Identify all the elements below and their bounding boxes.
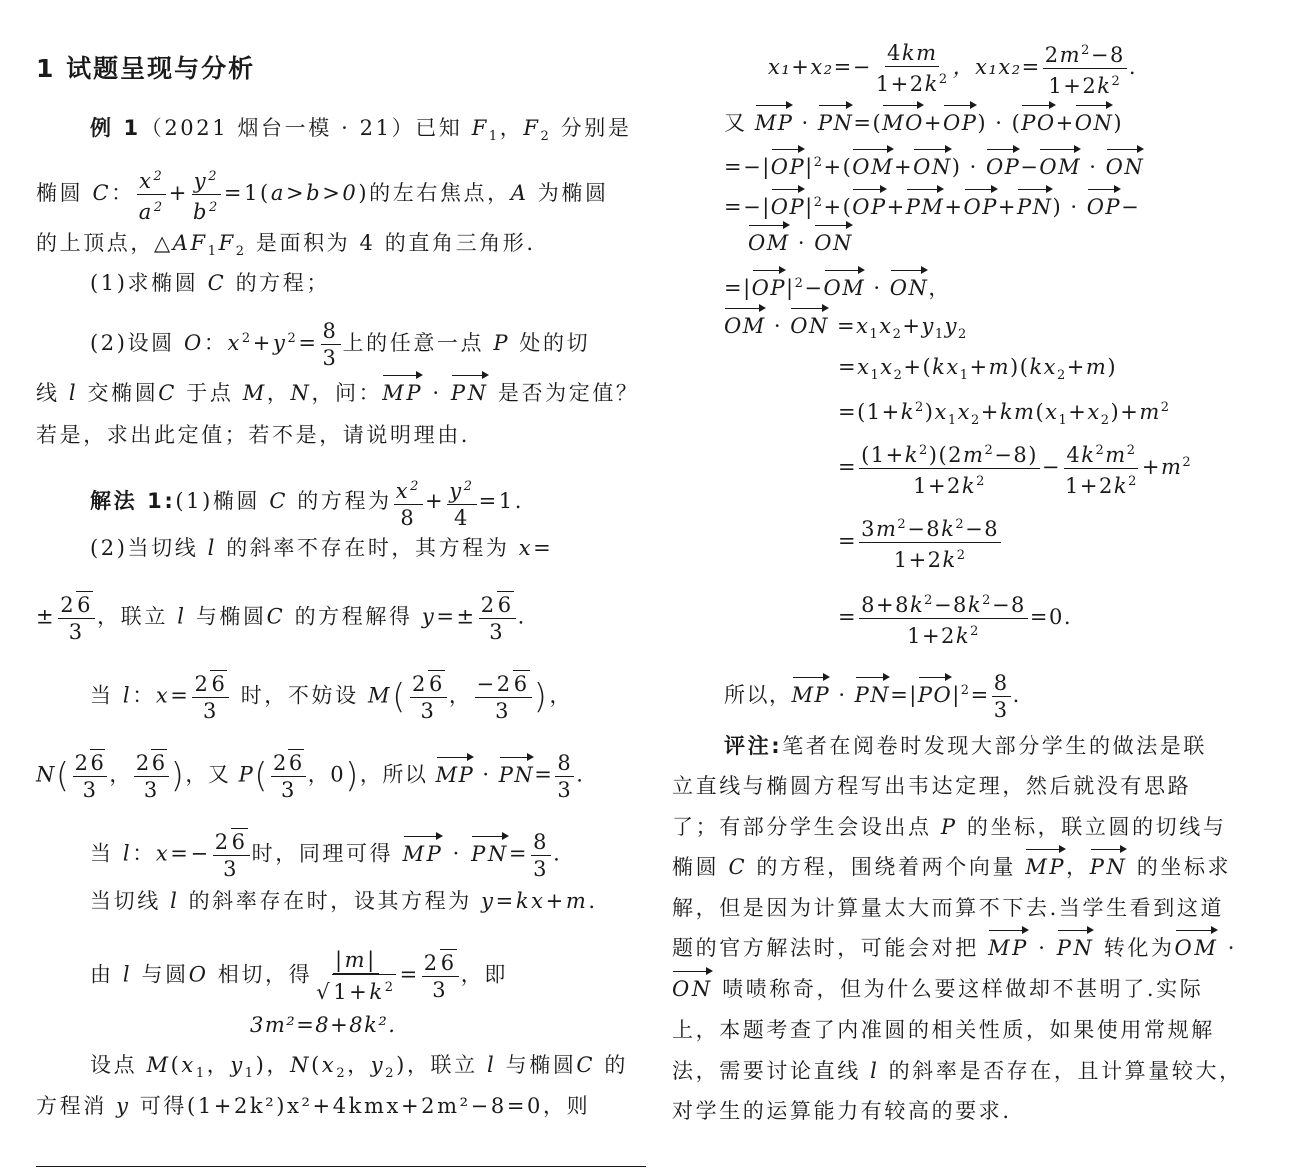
- comment-label: 评注:: [724, 734, 783, 758]
- tangent-line: 由 l 与圆O 相切，得 $\frac{|m|}{√1+k^2}$ = $\frac{26}{3}$ ，即: [90, 948, 508, 1004]
- question-1: (1)求椭圆 C 的方程；: [90, 271, 330, 295]
- example-line-1: 例 1（2021 烟台一模 · 21）已知 $F_1$，$F_2$ 分别是: [90, 116, 632, 145]
- set-points-line-2: 方程消 y 可得(1+2k²)x²+4kmx+2m²−8=0，则: [36, 1094, 591, 1118]
- dot-expand-line-3: $=-|OP|^2+(OP+PM+OP+PN) \cdot OP-$: [724, 188, 1140, 222]
- slope-exists-line: 当切线 l 的斜率存在时，设其方程为 y=kx+m.: [90, 889, 598, 913]
- om-on-line-1: OM · ON $=x_1x_2+y_1y_2$: [724, 311, 968, 350]
- comment-line-4: 椭圆 C 的方程，围绕着两个向量 MP，PN 的坐标求: [672, 852, 1231, 882]
- comment-line-9: 法，需要讨论直线 l 的斜率是否存在，且计算量较大，: [672, 1059, 1243, 1083]
- comment-line-2: 立直线与椭圆方程写出韦达定理，然后就没有思路: [672, 774, 1192, 798]
- comment-line-1: 评注:笔者在阅卷时发现大部分学生的做法是联: [724, 734, 1208, 758]
- section-heading: 1 试题呈现与分析: [36, 54, 256, 83]
- comment-line-7: ON 啧啧称奇，但为什么要这样做却不甚明了.实际: [672, 974, 1203, 1004]
- om-on-line-3: $=(1+k^2)x_1x_2+km(x_1+x_2)+m^2$: [838, 400, 1171, 429]
- question-2-line-2: 线 l 交椭圆C 于点 M，N，问：MP · PN 是否为定值？: [36, 378, 640, 408]
- solution-line-3: ± $\frac{26}{3}$ ，联立 l 与椭圆C 的方程解得 y=± $\frac{26}{3}$ .: [36, 593, 527, 644]
- comment-line-10: 对学生的运算能力有较高的要求.: [672, 1099, 1012, 1123]
- question-2-line-3: 若是，求出此定值；若不是，请说明理由.: [36, 423, 471, 447]
- solution-line-2: (2)当切线 l 的斜率不存在时，其方程为 x=: [90, 536, 554, 560]
- footnote-divider: [36, 1166, 646, 1167]
- om-on-line-5: = $\frac{3m^2-8k^2-8}{1+2k^2}$: [838, 512, 1003, 573]
- comment-line-8: 上，本题考查了内准圆的相关性质，如果使用常规解: [672, 1018, 1215, 1042]
- example-line-2: 椭圆 C： $\frac{x^2}{a^2}$ + $\frac{y^2}{b^2}$ =1(a>b>0)的左右焦点，A 为椭圆: [36, 164, 609, 225]
- om-on-line-6: = $\frac{8+8k^2-8k^2-8}{1+2k^2}$ =0.: [838, 588, 1072, 649]
- om-on-line-2: $=x_1x_2+(kx_1+m)(kx_2+m)$: [838, 355, 1118, 384]
- dot-expand-line-1: 又 MP · PN=(MO+OP) · (PO+ON): [724, 108, 1123, 138]
- set-points-line-1: 设点 $M(x_1$，$y_1$)，$N(x_2$，$y_2$)，联立 l 与椭圆C 的: [90, 1053, 628, 1082]
- solution-label: 解法 1:: [90, 489, 176, 513]
- example-line-3: 的上顶点，$\triangle AF_1F_2$ 是面积为 4 的直角三角形.: [36, 231, 536, 260]
- case-2-line: 当 l：x=− $\frac{26}{3}$ 时，同理可得 MP · PN= $\frac{8}{3}$ .: [90, 829, 563, 881]
- comment-line-3: 了；有部分学生会设出点 P 的坐标，联立圆的切线与: [672, 815, 1227, 839]
- tangent-result: 3m²=8+8k².: [250, 1013, 397, 1037]
- question-2-line-1: (2)设圆 O：$x^2+y^2=$ $\frac{8}{3}$ 上的任意一点 P 处的切: [90, 319, 591, 370]
- example-label: 例 1: [90, 116, 141, 140]
- dot-expand-line-5: $=|OP|^2-OM$ · ON，: [724, 269, 951, 303]
- comment-line-5: 解，但是因为计算量太大而算不下去.当学生看到这道: [672, 896, 1225, 920]
- dot-expand-line-2: $=-|OP|^2+(OM+ON) \cdot OP-OM$ · ON: [724, 148, 1144, 182]
- solution-line-1: 解法 1:(1)椭圆 C 的方程为 $\frac{x^2}{8}$ + $\frac{y^2}{4}$ =1.: [90, 474, 524, 531]
- dot-expand-line-4: OM · ON: [748, 228, 853, 258]
- comment-line-6: 题的官方解法时，可能会对把 MP · PN 转化为OM ·: [672, 933, 1237, 963]
- case-1-line-1: 当 l：x= $\frac{26}{3}$ 时，不妨设 M( $\frac{26}{3}$ ， $\frac{-26}{3}$ )，: [90, 672, 574, 723]
- conclusion-line: 所以，MP · $PN=|PO|^2=$ $\frac{8}{3}$ .: [724, 671, 1021, 722]
- case-1-line-2: N( $\frac{26}{3}$ ， $\frac{26}{3}$ )，又 P( $\frac{26}{3}$ ，0)，所以 MP · PN= $\frac{8}{3}$ .: [36, 750, 585, 802]
- vieta-line: x₁+x₂=− $\frac{4km}{1+2k^2}$ ，x₁x₂= $\frac{2m^2-8}{1+2k^2}$ .: [768, 38, 1137, 99]
- om-on-line-4: = $\frac{(1+k^2)(2m^2-8)}{1+2k^2}$ − $\frac{4k^2m^2}{1+2k^2}$ $+m^2$: [838, 438, 1192, 499]
